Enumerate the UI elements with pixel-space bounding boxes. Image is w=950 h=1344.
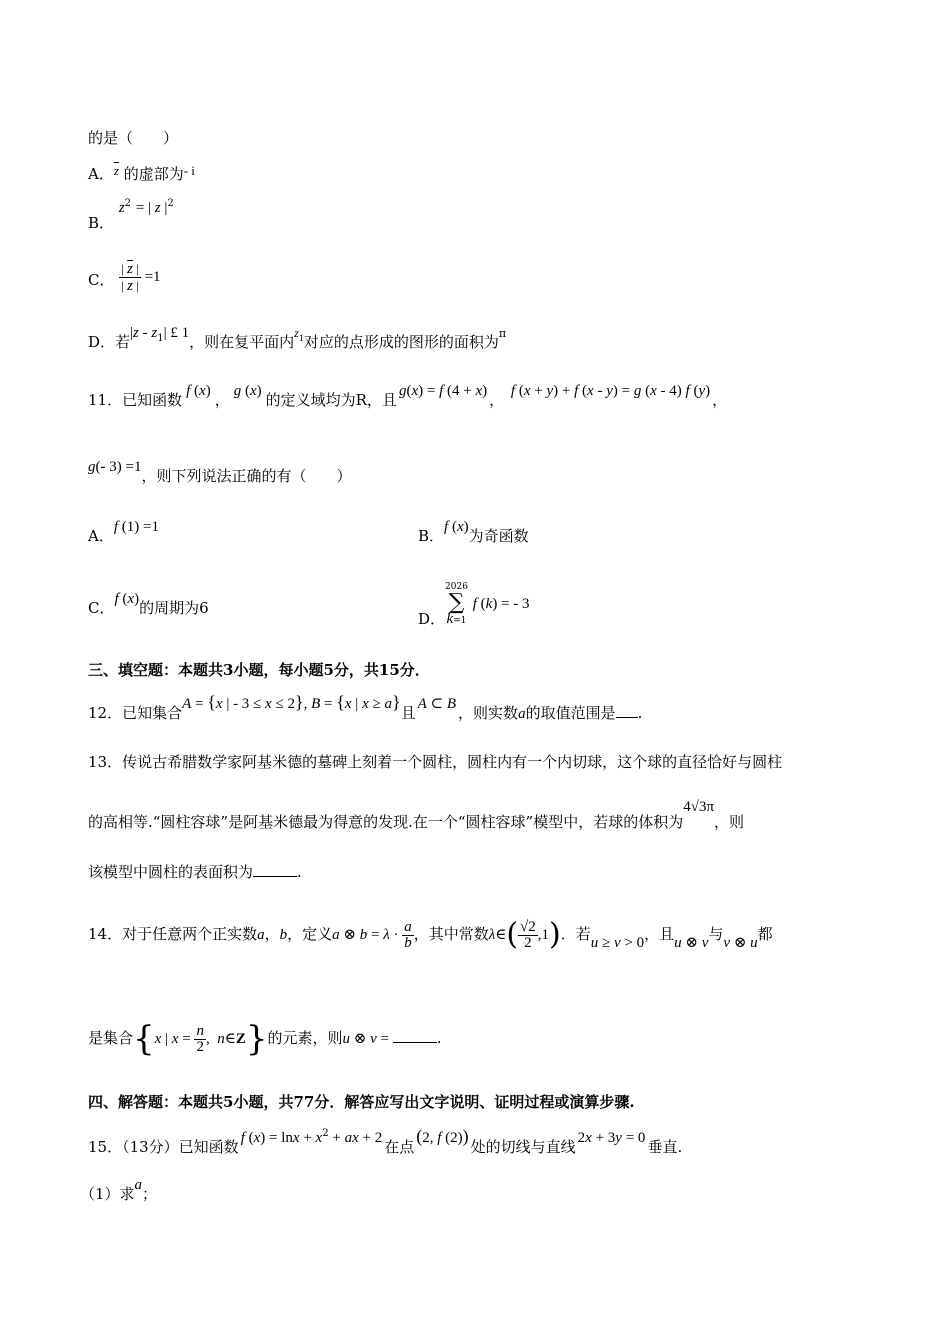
q10-option-c: C． $\frac{| \overline{z} |}{| z |}$ =1 xyxy=(88,260,161,294)
q11-option-d: D．2026 ∑ k=1 f (k) = - 3 xyxy=(418,582,530,628)
q11-stem: 11．已知函数 f (x) ， g (x) 的定义域均为R，且 g(x) = f (4 + x) ， f (x + y) + f (x - y) = g (x - 4) f (y) ， xyxy=(88,383,728,409)
q13-line3: 该模型中圆柱的表面积为 . xyxy=(88,863,302,881)
q12-stem: 12．已知集合A = {x | - 3 ≤ x ≤ 2}, B = {x | x ≥ a}且 A ⊂ B ，则实数a的取值范围是 . xyxy=(88,692,643,722)
section-3-heading: 三、填空题：本题共3小题，每小题5分，共15分． xyxy=(88,661,430,679)
q14-line2: 是集合{x | x = $\frac{n}{2}$ , n∈Z}的元素，则u ⊗ v = . xyxy=(88,1019,442,1059)
section-4-heading: 四、解答题：本题共5小题，共77分．解答应写出文字说明、证明过程或演算步骤. xyxy=(88,1093,635,1111)
q10-option-d: D．若$|z - z_1|$ £ 1，则在复平面内$z_1$对应的点形成的图形的面积为$^\pi$ xyxy=(88,325,507,351)
q10-tail: 的是（ ） xyxy=(88,129,179,147)
q13-line1: 13．传说古希腊数学家阿基米德的墓碑上刻着一个圆柱，圆柱内有一个内切球，这个球的直径恰好与圆柱 xyxy=(88,753,783,771)
q11-option-c: C．f (x)的周期为6 xyxy=(88,591,209,617)
q13-answer-blank[interactable] xyxy=(253,862,297,877)
q11-option-a: A．f (1) =1 xyxy=(88,519,159,545)
q15-stem: 15．（13分）已知函数 f $(x) = \ln x + x^2$ + ax + 2 在点(2, f (2))处的切线与直线 2x + 3y = 0 垂直. xyxy=(88,1126,683,1156)
q11-option-b: B．f (x)为奇函数 xyxy=(418,519,529,545)
q14-line1: 14．对于任意两个正实数a，b，定义a ⊗ b = λ · $\frac{a}{b}$ ，其中常数λ∈( $\frac{√2}{2}$ ,1)．若u ≥ v > 0，且u ⊗ v与v ⊗ u都 xyxy=(88,917,773,952)
q10-option-a: A．$\overline{z}$ 的虚部为- i xyxy=(88,163,195,183)
q12-answer-blank[interactable] xyxy=(616,703,638,718)
q15-sub1: （1）求a； xyxy=(80,1177,158,1203)
q13-line2: 的高相等.“圆柱容球”是阿基米德最为得意的发现.在一个“圆柱容球”模型中，若球的体积为4√3π，则 xyxy=(88,799,745,831)
q14-answer-blank[interactable] xyxy=(393,1028,437,1043)
q11-condition: g(- 3) =1，则下列说法正确的有（ ） xyxy=(88,459,352,485)
q10-option-b: B． $z^2$ = | z $|^2$ xyxy=(88,198,174,232)
